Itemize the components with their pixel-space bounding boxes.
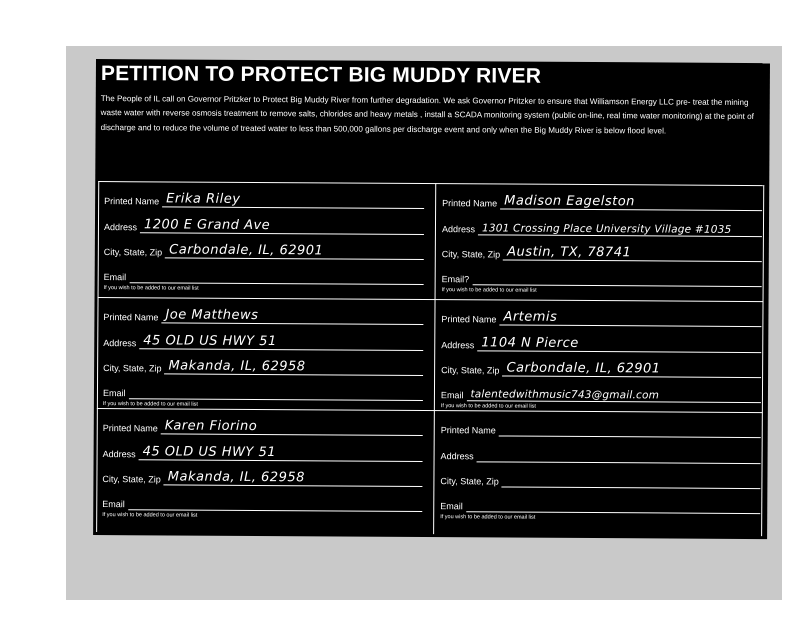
signature-cell-4: [437, 301, 768, 413]
signature-cell-3: [99, 299, 430, 411]
address-value: 45 OLD US HWY 51: [143, 333, 277, 350]
printed-name-label: Printed Name: [104, 196, 160, 207]
city-state-zip-label: City, State, Zip: [440, 476, 499, 487]
address-label: Address: [103, 222, 138, 233]
email-label: Email?: [441, 274, 470, 285]
printed-name-label: Printed Name: [103, 312, 159, 323]
city-state-zip-label: City, State, Zip: [103, 363, 162, 374]
address-field[interactable]: [140, 215, 424, 235]
city-state-zip-field[interactable]: [502, 358, 761, 378]
address-value: 1301 Crossing Place University Village #1035: [481, 222, 732, 236]
city-state-zip-label: City, State, Zip: [102, 474, 161, 485]
email-list-note: If you wish to be added to our email list: [440, 514, 536, 521]
email-field[interactable]: [466, 383, 761, 403]
signature-cell-5: [98, 410, 429, 522]
city-state-zip-field[interactable]: [502, 469, 761, 489]
city-state-zip-field[interactable]: [164, 356, 423, 376]
signature-cell-2: [438, 185, 769, 297]
email-label: Email: [102, 388, 126, 399]
address-value: 1104 N Pierce: [481, 335, 579, 351]
email-label: Email: [103, 272, 127, 283]
printed-name-label: Printed Name: [441, 314, 497, 325]
city-state-zip-field[interactable]: [165, 240, 424, 260]
city-state-zip-value: Austin, TX, 78741: [507, 244, 632, 261]
email-label: Email: [440, 501, 463, 512]
email-field[interactable]: [128, 381, 423, 401]
city-state-zip-label: City, State, Zip: [441, 365, 500, 376]
email-field[interactable]: [472, 267, 762, 287]
signature-cell-1: [100, 183, 431, 295]
petition-intro: The People of IL call on Governor Pritzker to Protect Big Muddy River from further degradation. We ask Governor Pritzker to ensure that Williamson Energy LLC pre- treat the mining waste water with reverse osmosis treatment to remove salts, chlorides and heavy metals , install a SCADA monitoring system (public on-line, real time water monitoring) at the point of discharge and to reduce the volume of treated water to less than 500,000 gallons per discharge event and only when the Big Muddy River is below flood level.: [100, 94, 754, 136]
address-field[interactable]: [139, 442, 423, 462]
printed-name-field[interactable]: [161, 305, 423, 325]
city-state-zip-value: Makanda, IL, 62958: [167, 469, 305, 486]
petition-title: PETITION TO PROTECT BIG MUDDY RIVER: [100, 62, 542, 88]
email-list-note: If you wish to be added to our email list: [102, 401, 199, 408]
city-state-zip-label: City, State, Zip: [441, 249, 501, 260]
address-field[interactable]: [139, 331, 423, 351]
printed-name-label: Printed Name: [442, 198, 498, 209]
email-field[interactable]: [466, 494, 761, 514]
city-state-zip-label: City, State, Zip: [103, 247, 163, 258]
address-field[interactable]: [477, 444, 761, 464]
address-label: Address: [102, 449, 136, 460]
printed-name-value: Erika Riley: [166, 191, 241, 207]
email-label: Email: [102, 499, 125, 510]
email-list-note: If you wish to be added to our email list: [440, 403, 536, 410]
signature-grid: [96, 181, 764, 536]
email-label: Email: [440, 390, 464, 401]
city-state-zip-value: Carbondale, IL, 62901: [506, 360, 661, 377]
printed-name-value: Madison Eagelston: [504, 193, 635, 210]
city-state-zip-field[interactable]: [503, 242, 762, 262]
printed-name-field[interactable]: [162, 189, 424, 209]
city-state-zip-field[interactable]: [164, 467, 423, 487]
address-value: 45 OLD US HWY 51: [142, 444, 277, 461]
printed-name-field[interactable]: [161, 416, 423, 436]
city-state-zip-value: Carbondale, IL, 62901: [169, 242, 324, 259]
printed-name-field[interactable]: [500, 191, 762, 211]
city-state-zip-value: Makanda, IL, 62958: [168, 358, 306, 375]
printed-name-value: Joe Matthews: [165, 307, 259, 323]
address-field[interactable]: [477, 333, 761, 353]
email-list-note: If you wish to be added to our email list: [102, 512, 198, 519]
address-label: Address: [440, 451, 474, 462]
petition-sheet: [93, 59, 770, 539]
address-label: Address: [441, 224, 476, 235]
address-label: Address: [441, 340, 475, 351]
address-field[interactable]: [478, 217, 762, 237]
signature-cell-6: [436, 412, 767, 524]
email-value: talentedwithmusic743@gmail.com: [470, 388, 660, 402]
address-label: Address: [103, 338, 137, 349]
email-field[interactable]: [128, 492, 423, 512]
printed-name-value: Karen Fiorino: [164, 418, 258, 434]
printed-name-value: Artemis: [503, 309, 558, 325]
email-field[interactable]: [129, 265, 424, 285]
email-list-note: If you wish to be added to our email list: [103, 285, 199, 292]
printed-name-field[interactable]: [499, 418, 761, 438]
printed-name-label: Printed Name: [440, 425, 496, 436]
printed-name-field[interactable]: [499, 307, 761, 327]
email-list-note: If you wish to be added to our email list: [441, 287, 537, 294]
printed-name-label: Printed Name: [102, 423, 158, 434]
address-value: 1200 E Grand Ave: [143, 217, 271, 234]
